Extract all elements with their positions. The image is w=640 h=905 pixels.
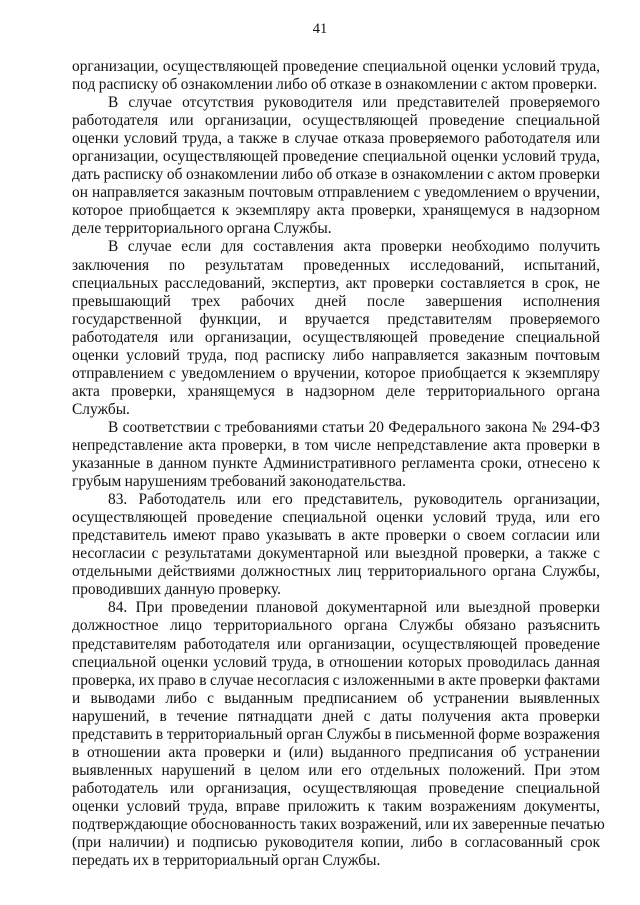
text-line: проверка, их право в случае несогласия с изложенными в акте проверки фактами xyxy=(72,671,600,689)
text-line: представитель имеют право указывать в акте проверки о своем согласии или xyxy=(72,527,600,545)
text-line: непредставление акта проверки, в том числе непредставление акта проверки в xyxy=(72,436,600,454)
paragraph xyxy=(72,238,600,418)
text-line: грубым нарушениям требований законодательства. xyxy=(72,473,406,491)
text-line: организации, осуществляющей проведение специальной оценки условий труда, xyxy=(72,58,600,75)
paragraph xyxy=(72,599,605,870)
text-line: в отношении акта проверки и (или) выданного предписания об устранении xyxy=(72,743,600,761)
text-line: представителям работодателя или организации, осуществляющей проведение xyxy=(72,635,600,653)
text-line: он направляется заказным почтовым отправлением с уведомлением о вручении, xyxy=(72,184,600,202)
text-line: специальных расследований, экспертиз, акт проверки составляется в срок, не xyxy=(72,274,600,292)
text-line: специальной оценки условий труда, в отношении которых проводилась данная xyxy=(72,653,600,671)
text-line: представить в территориальный орган Службы в письменной форме возражения xyxy=(72,725,600,743)
text-line: оценки условий труда, вправе приложить к таким возражениям документы, xyxy=(72,797,600,815)
paragraph xyxy=(72,94,600,238)
paragraph xyxy=(72,419,600,491)
text-line: отдельными действиями должностных лиц территориального органа Службы, xyxy=(72,563,600,581)
text-line: работодатель или организация, осуществляющая проведение специальной xyxy=(72,779,600,797)
text-line: оценки условий труда, под расписку либо направляется заказным почтовым xyxy=(72,346,600,364)
text-line: указанные в данном пункте Административного регламента сроки, отнесено к xyxy=(72,455,600,473)
text-line: В случае если для составления акта проверки необходимо получить xyxy=(108,238,600,256)
text-line: передать их в территориальный орган Службы. xyxy=(72,852,381,870)
text-line: дать расписку об ознакомлении либо об отказе в ознакомлении с актом проверки xyxy=(72,166,600,184)
text-line: проводивших данную проверку. xyxy=(72,581,281,599)
text-line: работодателя или организации, осуществляющей проведение специальной xyxy=(72,112,600,130)
text-line: Службы. xyxy=(72,400,130,418)
paragraph xyxy=(72,58,600,94)
document-body xyxy=(72,58,605,870)
text-line: и выводами либо с выданным предписанием об устранении выявленных xyxy=(72,689,600,707)
text-line: деле территориального органа Службы. xyxy=(72,220,332,238)
text-line: заключения по результатам проведенных исследований, испытаний, xyxy=(72,256,600,274)
text-line: нарушений, в течение пятнадцати дней с даты получения акта проверки xyxy=(72,707,600,725)
page-number: 41 xyxy=(312,21,328,37)
paragraph xyxy=(72,491,600,599)
text-line: которое приобщается к экземпляру акта проверки, хранящемуся в надзорном xyxy=(72,202,600,220)
text-line: превышающий трех рабочих дней после завершения исполнения xyxy=(72,292,600,310)
text-line: отправлением с уведомлением о вручении, которое приобщается к экземпляру xyxy=(72,364,600,382)
text-line: 83. Работодатель или его представитель, руководитель организации, xyxy=(108,491,600,509)
text-line: государственной функции, и вручается представителям проверяемого xyxy=(72,310,600,328)
text-line: 84. При проведении плановой документарной или выездной проверки xyxy=(108,599,600,617)
text-line: осуществляющей проведение специальной оценки условий труда, или его xyxy=(72,509,600,527)
text-line: под расписку об ознакомлении либо об отказе в ознакомлении с актом проверки. xyxy=(72,76,598,94)
text-line: организации, осуществляющей проведение специальной оценки условий труда, xyxy=(72,148,600,166)
text-line: оценки условий труда, а также в случае отказа проверяемого работодателя или xyxy=(72,130,600,148)
text-line: В случае отсутствия руководителя или представителей проверяемого xyxy=(108,94,600,112)
text-line: должностное лицо территориального органа Службы обязано разъяснить xyxy=(72,617,600,635)
text-line: несогласии с результатами документарной или выездной проверки, а также с xyxy=(72,545,600,563)
text-line: (при наличии) и подписью руководителя копии, либо в согласованный срок xyxy=(72,834,600,852)
text-line: акта проверки, хранящемуся в надзорном деле территориального органа xyxy=(72,382,600,400)
text-line: подтверждающие обоснованность таких возражений, или их заверенные печатью xyxy=(72,815,605,833)
text-line: В соответствии с требованиями статьи 20 Федерального закона № 294-ФЗ xyxy=(108,418,600,436)
text-line: работодателя или организации, осуществляющей проведение специальной xyxy=(72,328,600,346)
text-line: выявленных нарушений в целом или его отдельных положений. При этом xyxy=(72,761,600,779)
